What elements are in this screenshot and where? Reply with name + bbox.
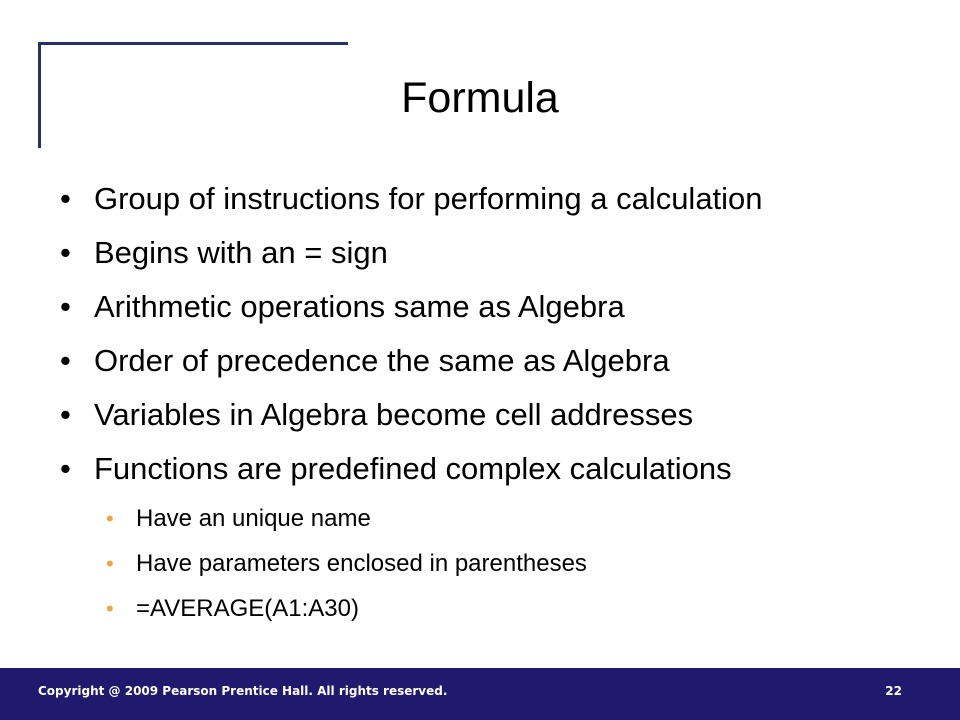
bullet-item xyxy=(60,172,940,226)
slide-title: Formula xyxy=(401,74,559,122)
bullet-item xyxy=(60,334,940,388)
copyright-text: Copyright @ 2009 Pearson Prentice Hall. All rights reserved. xyxy=(38,684,448,698)
bullet-item xyxy=(60,442,940,496)
sub-bullet-item xyxy=(106,496,587,541)
sub-bullet-text: Have parameters enclosed in parentheses xyxy=(136,550,587,577)
bullet-text: Begins with an = sign xyxy=(94,235,388,270)
bullet-dot-icon: • xyxy=(60,397,71,432)
sub-bullet-text: Have an unique name xyxy=(136,505,371,532)
bullet-text: Group of instructions for performing a calculation xyxy=(94,181,763,216)
bullet-dot-icon: • xyxy=(60,343,71,378)
bullet-item xyxy=(60,226,940,280)
sub-bullet-dot-icon: • xyxy=(106,596,114,621)
bullet-text: Functions are predefined complex calculations xyxy=(94,451,732,486)
bullet-item xyxy=(60,280,940,334)
bullet-dot-icon: • xyxy=(60,181,71,216)
sub-bullet-dot-icon: • xyxy=(106,506,114,531)
sub-bullet-dot-icon: • xyxy=(106,551,114,576)
bullet-item xyxy=(60,388,940,442)
sub-bullet-item xyxy=(106,541,587,586)
bullet-text: Order of precedence the same as Algebra xyxy=(94,343,670,378)
sub-bullet-text: =AVERAGE(A1:A30) xyxy=(136,595,359,622)
bullet-dot-icon: • xyxy=(60,451,71,486)
bullet-text: Variables in Algebra become cell addresses xyxy=(94,397,694,432)
sub-bullet-item xyxy=(106,586,587,631)
footer-bar xyxy=(0,668,960,720)
bullet-dot-icon: • xyxy=(60,235,71,270)
bullet-dot-icon: • xyxy=(60,289,71,324)
sub-bullet-list xyxy=(106,496,587,631)
bullet-text: Arithmetic operations same as Algebra xyxy=(94,289,625,324)
page-number: 22 xyxy=(885,684,902,698)
bullet-list xyxy=(60,172,940,496)
decorative-corner-line-horizontal xyxy=(38,42,348,45)
